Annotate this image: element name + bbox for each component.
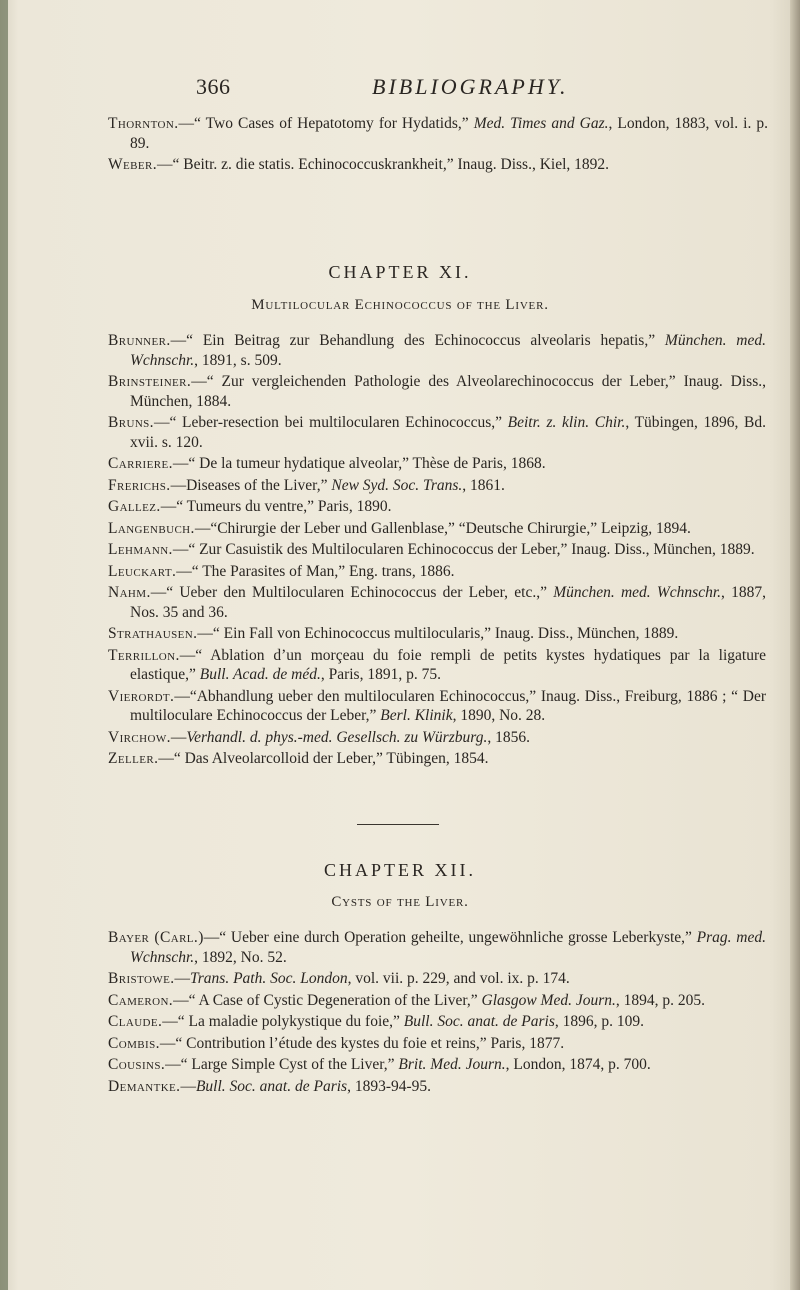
- entry-text: —“ Das Alveolarcolloid der Leber,” Tübingen, 1854.: [158, 750, 489, 767]
- bibliography-entry: [108, 540, 766, 560]
- entry-text: —: [174, 970, 190, 987]
- entry-details: , London, 1883, vol. i. p. 89.: [130, 115, 768, 152]
- bibliography-entry: [108, 1077, 766, 1097]
- bibliography-entry: [108, 497, 766, 517]
- bibliography-entry: [108, 331, 766, 370]
- entry-details: , 1890, No. 28.: [452, 707, 546, 724]
- page-edge-shadow: [790, 0, 800, 1290]
- chapter-xii-bibliography: [108, 928, 766, 1098]
- page-header: [0, 74, 800, 104]
- entry-text: —“ Ueber eine durch Operation geheilte, ungewöhnliche grosse Leberkyste,”: [203, 929, 697, 946]
- entry-text: —“Abhandlung ueber den multilocularen Echinococcus,” Inaug. Diss., Freiburg, 1886 ; “ Der multiloculare Echinococcus der Leber,”: [130, 687, 766, 724]
- entry-journal: Glasgow Med. Journ.: [481, 991, 616, 1009]
- binding-edge: [0, 0, 8, 1290]
- bibliography-entry: [108, 413, 766, 452]
- bibliography-entry: [108, 372, 766, 411]
- entry-journal: Beitr. z. klin. Chir.: [507, 414, 626, 431]
- entry-details: , 1891, s. 509.: [194, 351, 282, 369]
- entry-text: —“ Leber-resection bei multilocularen Echinococcus,”: [153, 414, 508, 431]
- entry-text: —: [180, 1077, 196, 1095]
- entry-author: Cameron.: [108, 991, 174, 1009]
- entry-author: Weber.: [108, 156, 158, 173]
- bibliography-entry: [108, 687, 766, 726]
- bibliography-entry: [108, 928, 766, 967]
- entry-journal: Bull. Soc. anat. de Paris: [195, 1077, 348, 1095]
- entry-journal: Bull. Soc. anat. de Paris: [403, 1013, 555, 1030]
- entry-details: , Paris, 1891, p. 75.: [320, 666, 441, 683]
- entry-journal: New Syd. Soc. Trans.: [331, 476, 463, 494]
- bibliography-entry: [108, 476, 766, 496]
- running-title: BIBLIOGRAPHY.: [372, 74, 569, 99]
- chapter-heading: CHAPTER XI.: [328, 262, 472, 282]
- entry-text: —“ A Case of Cystic Degeneration of the Liver,”: [173, 991, 482, 1009]
- chapter-subtitle: Cysts of the Liver.: [331, 894, 469, 910]
- entry-author: Lehmann.: [108, 541, 173, 558]
- bibliography-entry: [108, 114, 768, 153]
- entry-text: —“ Beitr. z. die statis. Echinococcuskrankheit,” Inaug. Diss., Kiel, 1892.: [157, 156, 610, 173]
- bibliography-entry: [108, 562, 766, 582]
- entry-author: Terrillon.: [108, 646, 180, 664]
- bibliography-entry: [108, 155, 768, 175]
- bibliography-entry: [108, 519, 766, 539]
- bibliography-entry: [108, 991, 766, 1011]
- entry-author: Combis.: [108, 1034, 160, 1052]
- entry-author: Demantke.: [108, 1077, 181, 1095]
- entry-journal: Berl. Klinik: [380, 707, 453, 724]
- entry-author: Brinsteiner.: [108, 373, 192, 390]
- entry-text: —“Chirurgie der Leber und Gallenblase,” “Deutsche Chirurgie,” Leipzig, 1894.: [194, 519, 691, 537]
- entry-journal: Verhandl. d. phys.-med. Gesellsch. zu Würzburg.: [186, 728, 488, 746]
- entry-text: —“ Zur Casuistik des Multilocularen Echinococcus der Leber,” Inaug. Diss., München, 1889.: [172, 541, 755, 558]
- entry-details: , 1892, No. 52.: [194, 948, 287, 966]
- bibliography-entry: [108, 749, 766, 769]
- bibliography-entry: [108, 1055, 766, 1075]
- section-divider: [357, 824, 439, 825]
- bibliography-entry: [108, 1012, 766, 1032]
- bibliography-entry: [108, 583, 766, 622]
- entry-journal: Prag. med. Wchnschr.: [130, 929, 766, 966]
- bibliography-entry: [108, 1034, 766, 1054]
- entry-text: —“ Large Simple Cyst of the Liver,”: [165, 1056, 399, 1073]
- page-number: 366: [196, 74, 231, 99]
- bibliography-entry: [108, 454, 766, 474]
- entry-text: —: [170, 728, 187, 746]
- entry-text: —“ The Parasites of Man,” Eng. trans, 1886.: [176, 562, 455, 580]
- entry-author: Langenbuch.: [108, 519, 195, 537]
- entry-text: —“ La maladie polykystique du foie,”: [162, 1013, 404, 1030]
- entry-author: Thornton.: [108, 115, 179, 132]
- entry-details: , 1893-94-95.: [347, 1077, 432, 1095]
- entry-text: —“ Zur vergleichenden Pathologie des Alveolarechinococcus der Leber,” Inaug. Diss., München, 1884.: [130, 373, 766, 410]
- entry-details: , London, 1874, p. 700.: [505, 1056, 651, 1073]
- entry-text: —“ Contribution l’étude des kystes du foie et reins,” Paris, 1877.: [159, 1034, 565, 1052]
- entry-author: Leuckart.: [108, 562, 177, 580]
- bibliography-entry: [108, 969, 766, 989]
- entry-details: , 1887, Nos. 35 and 36.: [130, 584, 766, 621]
- entry-text: —“ Ablation d’un morçeau du foie rempli de petits kystes hydatiques par la ligature elastique,”: [130, 646, 766, 683]
- entry-author: Claude.: [108, 1013, 163, 1030]
- chapter-heading: CHAPTER XII.: [324, 860, 476, 880]
- entry-author: Cousins.: [108, 1056, 166, 1073]
- entry-details: , 1894, p. 205.: [615, 991, 705, 1009]
- entry-author: Virchow.: [108, 728, 171, 746]
- entry-author: Bayer (Carl.): [108, 929, 204, 946]
- entry-journal: Med. Times and Gaz.: [473, 115, 609, 132]
- chapter-xi-bibliography: [108, 331, 766, 771]
- entry-text: —“ Ein Beitrag zur Behandlung des Echinococcus alveolaris hepatis,”: [170, 332, 665, 349]
- entry-details: , 1856.: [487, 728, 530, 746]
- entry-details: , 1861.: [462, 476, 505, 494]
- entry-author: Vierordt.: [108, 687, 175, 705]
- entry-author: Bruns.: [108, 414, 154, 431]
- entry-text: —“ De la tumeur hydatique alveolar,” Thèse de Paris, 1868.: [172, 455, 546, 472]
- entry-details: , vol. vii. p. 229, and vol. ix. p. 174.: [347, 970, 570, 987]
- bibliography-entry: [108, 728, 766, 748]
- entry-journal: Trans. Path. Soc. London: [190, 970, 348, 987]
- entry-author: Brunner.: [108, 332, 171, 349]
- entry-author: Frerichs.: [108, 476, 171, 494]
- entry-author: Zeller.: [108, 750, 159, 767]
- entry-text: —“ Ein Fall von Echinococcus multilocularis,” Inaug. Diss., München, 1889.: [197, 625, 679, 642]
- entry-journal: München. med. Wchnschr.: [553, 584, 722, 601]
- entry-text: —“ Two Cases of Hepatotomy for Hydatids,”: [178, 115, 474, 132]
- entry-journal: Brit. Med. Journ.: [398, 1056, 506, 1073]
- entry-text: —“ Tumeurs du ventre,” Paris, 1890.: [160, 498, 392, 515]
- entry-details: , 1896, p. 109.: [554, 1013, 645, 1030]
- continued-bibliography: [108, 114, 768, 177]
- chapter-subtitle: Multilocular Echinococcus of the Liver.: [251, 297, 549, 313]
- entry-journal: München. med. Wchnschr.: [130, 332, 766, 369]
- entry-journal: Bull. Acad. de méd.: [199, 666, 321, 683]
- entry-author: Gallez.: [108, 498, 161, 515]
- entry-details: , Tübingen, 1896, Bd. xvii. s. 120.: [130, 414, 766, 451]
- entry-author: Carriere.: [108, 455, 173, 472]
- bibliography-entry: [108, 646, 766, 685]
- bibliography-entry: [108, 624, 766, 644]
- entry-text: —Diseases of the Liver,”: [170, 476, 332, 494]
- entry-author: Nahm.: [108, 584, 151, 601]
- entry-author: Strathausen.: [108, 625, 198, 642]
- entry-author: Bristowe.: [108, 970, 175, 987]
- entry-text: —“ Ueber den Multilocularen Echinococcus der Leber, etc.,”: [150, 584, 554, 601]
